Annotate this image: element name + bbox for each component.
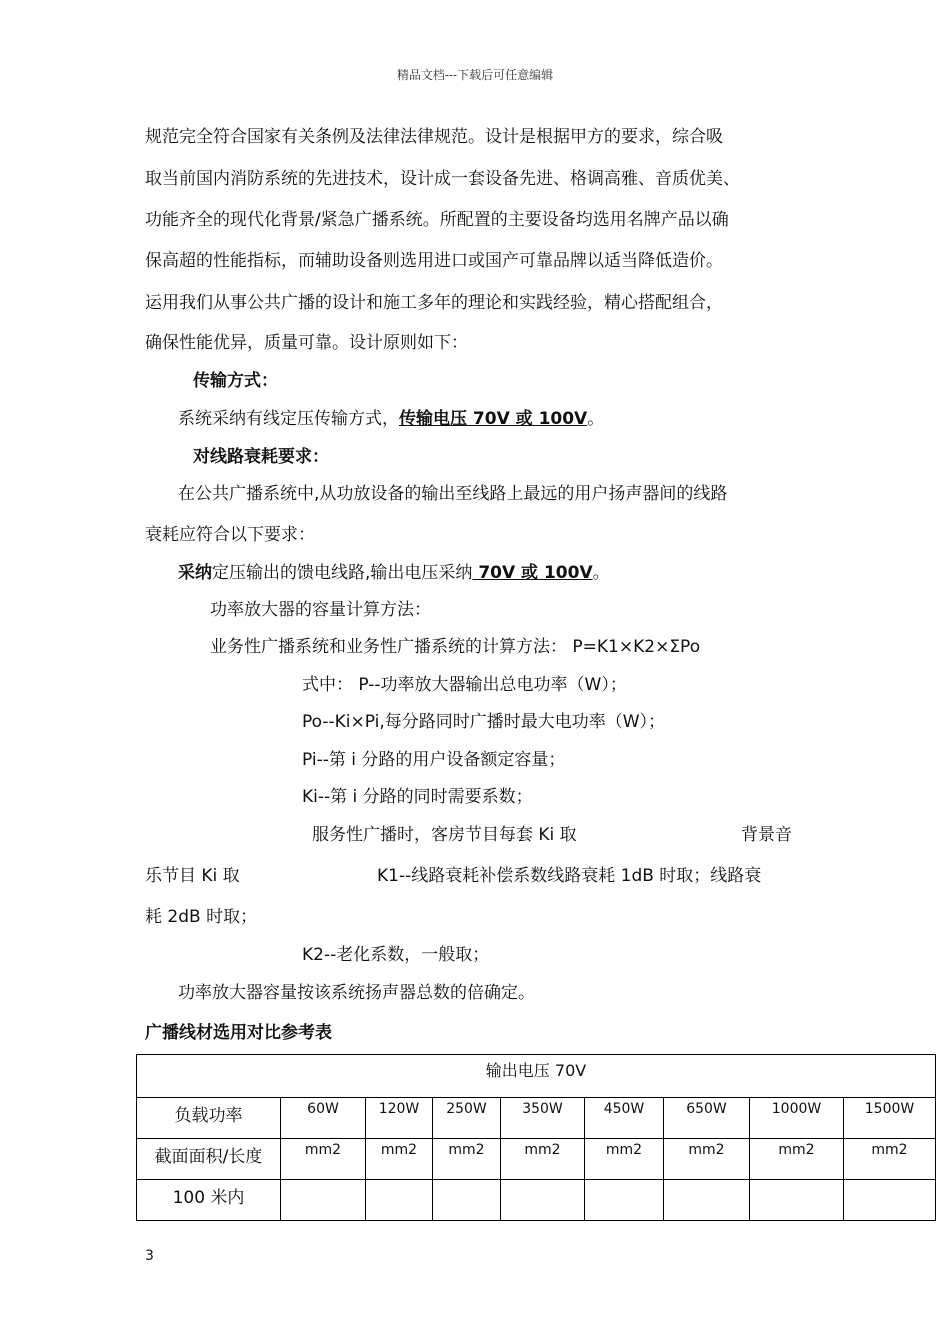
row-label-load: 负载功率 xyxy=(137,1098,281,1139)
body-line-4: 保高超的性能指标，而辅助设备则选用进口或国产可靠品牌以适当降低造价。 xyxy=(145,251,723,271)
table-row xyxy=(137,1098,936,1139)
formula-service-b: 背景音 xyxy=(741,825,792,845)
formula-k2: K2--老化系数，一般取； xyxy=(302,945,490,965)
table-cell: 120W xyxy=(366,1098,433,1139)
table-cell: mm2 xyxy=(664,1139,750,1180)
table-cell: 650W xyxy=(664,1098,750,1139)
transmission-line xyxy=(178,408,604,430)
body-line-5: 运用我们从事公共广播的设计和施工多年的理论和实践经验，精心搭配组合， xyxy=(145,293,723,313)
formula-service-a: 服务性广播时，客房节目每套 Ki 取 xyxy=(312,825,577,845)
table-cell: 450W xyxy=(585,1098,664,1139)
formula-music-c: 耗 2dB 时取； xyxy=(145,907,258,927)
table-cell: mm2 xyxy=(433,1139,501,1180)
body-line-2: 取当前国内消防系统的先进技术，设计成一套设备先进、格调高雅、音质优美、 xyxy=(145,169,740,189)
table-cell xyxy=(585,1180,664,1221)
transmission-voltage: 传输电压 70V 或 100V xyxy=(399,409,588,429)
table-cell: 350W xyxy=(501,1098,585,1139)
page-header: 精品文档---下载后可任意编辑 xyxy=(396,68,554,82)
table-cell xyxy=(366,1180,433,1221)
body-line-1: 规范完全符合国家有关条例及法律法律规范。设计是根据甲方的要求，综合吸 xyxy=(145,127,723,147)
formula-music-a: 乐节目 Ki 取 xyxy=(145,866,240,886)
table-cell: 250W xyxy=(433,1098,501,1139)
transmission-heading: 传输方式： xyxy=(193,371,278,391)
row-label-length: 100 米内 xyxy=(137,1180,281,1221)
formula-music-b: K1--线路衰耗补偿系数线路衰耗 1dB 时取；线路衰 xyxy=(377,866,762,886)
formula-main: 业务性广播系统和业务性广播系统的计算方法： P=K1×K2×ΣPo xyxy=(210,637,701,657)
table-cell xyxy=(433,1180,501,1221)
table-cell: 1000W xyxy=(750,1098,844,1139)
page-number: 3 xyxy=(145,1248,154,1264)
table-cell: mm2 xyxy=(281,1139,366,1180)
row-label-section: 截面面积/长度 xyxy=(137,1139,281,1180)
transmission-text: 系统采纳有线定压传输方式， xyxy=(178,409,399,429)
feed-voltage: 70V 或 100V xyxy=(472,563,593,583)
table-cell xyxy=(664,1180,750,1221)
table-title: 广播线材选用对比参考表 xyxy=(145,1023,332,1043)
table-cell xyxy=(844,1180,936,1221)
body-line-6: 确保性能优异，质量可靠。设计原则如下： xyxy=(145,333,468,353)
table-cell xyxy=(750,1180,844,1221)
formula-ki: Ki--第 i 分路的同时需要系数； xyxy=(302,787,533,807)
table-row xyxy=(137,1180,936,1221)
attenuation-line-2: 衰耗应符合以下要求： xyxy=(145,525,315,545)
table-cell xyxy=(281,1180,366,1221)
body-line-3: 功能齐全的现代化背景/紧急广播系统。所配置的主要设备均选用名牌产品以确 xyxy=(145,210,729,230)
wire-table xyxy=(136,1054,936,1221)
attenuation-heading: 对线路衰耗要求： xyxy=(193,447,329,467)
table-cell: 1500W xyxy=(844,1098,936,1139)
formula-capacity: 功率放大器容量按该系统扬声器总数的倍确定。 xyxy=(178,983,535,1003)
feed-text: 定压输出的馈电线路,输出电压采纳 xyxy=(212,563,473,583)
attenuation-line-1: 在公共广播系统中,从功放设备的输出至线路上最远的用户扬声器间的线路 xyxy=(178,484,728,504)
formula-where: 式中： P--功率放大器输出总电功率（W）； xyxy=(302,675,627,695)
table-cell: mm2 xyxy=(585,1139,664,1180)
formula-po: Po--Ki×Pi,每分路同时广播时最大电功率（W）； xyxy=(302,712,666,732)
table-cell: 60W xyxy=(281,1098,366,1139)
table-cell: mm2 xyxy=(844,1139,936,1180)
table-cell: mm2 xyxy=(501,1139,585,1180)
formula-pi: Pi--第 i 分路的用户设备额定容量； xyxy=(302,750,566,770)
feed-line xyxy=(178,562,610,584)
table-cell: mm2 xyxy=(366,1139,433,1180)
table-header-row xyxy=(137,1055,936,1098)
table-cell: mm2 xyxy=(750,1139,844,1180)
feed-bold: 采纳 xyxy=(178,563,212,583)
table-row xyxy=(137,1139,936,1180)
transmission-end: 。 xyxy=(587,409,605,429)
table-cell xyxy=(501,1180,585,1221)
formula-heading: 功率放大器的容量计算方法： xyxy=(210,600,431,620)
feed-end: 。 xyxy=(592,563,610,583)
voltage-header: 输出电压 70V xyxy=(137,1055,936,1098)
